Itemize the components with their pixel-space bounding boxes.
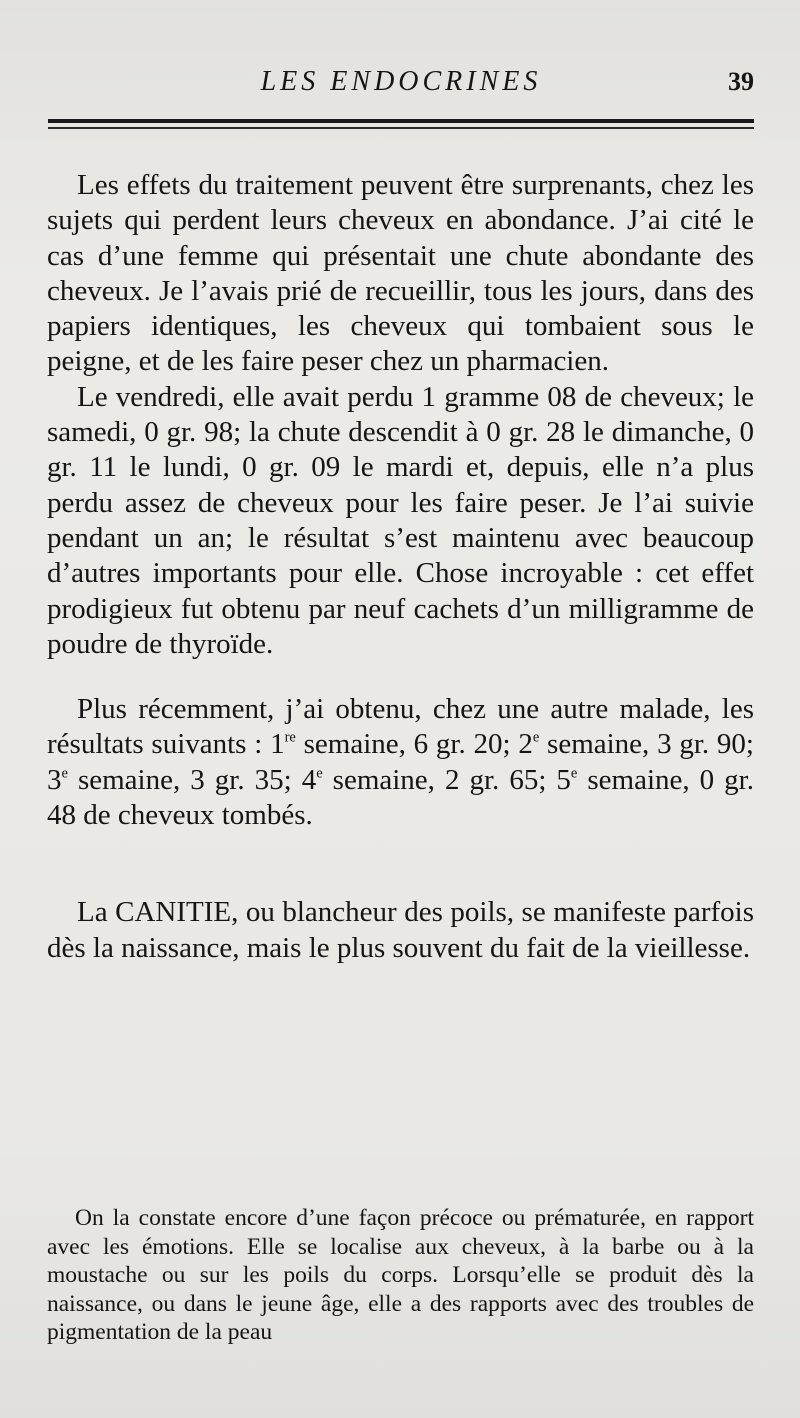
body-text	[47, 168, 754, 966]
week-4: 4e semaine, 2 gr. 65;	[301, 763, 557, 796]
page-header	[48, 64, 754, 104]
results-intro: Plus récemment, j’ai obtenu, chez une autre malade, les résultats suivants :	[47, 693, 754, 761]
header-rule-thick	[48, 119, 754, 123]
header-rule	[48, 119, 754, 130]
week-5: 5e semaine, 0 gr. 48 de cheveux tombés.	[47, 763, 754, 832]
running-title: LES ENDOCRINES	[260, 66, 542, 97]
header-rule-thin	[48, 127, 754, 129]
paragraph-weight-record: Le vendredi, elle avait perdu 1 gramme 08 de cheveux; le samedi, 0 gr. 98; la chute descendit à 0 gr. 28 le dimanche, 0 gr. 11 le lundi, 0 gr. 09 le mardi et, depuis, elle n’a plus perdu assez de cheveux pour les faire peser. Je l’ai suivie pendant un an; le résultat s’est maintenu avec beaucoup d’autres importants pour elle. Chose incroyable : cet effet prodigieux fut obtenu par neuf cachets d’un milligramme de poudre de thyroïde.	[47, 380, 754, 660]
small-print-text	[47, 1204, 754, 1347]
week-1: 1re semaine, 6 gr. 20;	[270, 728, 519, 761]
week-2: 2e semaine, 3 gr. 90;	[518, 728, 754, 761]
week-3: 3e semaine, 3 gr. 35;	[47, 763, 302, 796]
paragraph-canitie-details: On la constate encore d’une façon précoce ou prématurée, en rapport avec les émotions. Elle se localise aux cheveux, à la barbe ou à la moustache ou sur les poils du corps. Lorsqu’elle se produit dès la naissance, ou dans le jeune âge, elle a des rapports avec des troubles de pigmentation de la peau	[47, 1205, 754, 1346]
paragraph-hair-loss-effects: Les effets du traitement peuvent être surprenants, chez les sujets qui perdent leurs cheveux en abondance. J’ai cité le cas d’une femme qui présentait une chute abondante des cheveux. Je l’avais prié de recueillir, tous les jours, dans des papiers identiques, les cheveux qui tombaient sous le peigne, et de les faire peser chez un pharmacien.	[47, 169, 754, 378]
paragraph-recent-results	[47, 692, 754, 833]
page-number: 39	[728, 67, 754, 96]
paragraph-canitie: La CANITIE, ou blancheur des poils, se manifeste parfois dès la naissance, mais le plus souvent du fait de la vieillesse.	[47, 896, 754, 964]
